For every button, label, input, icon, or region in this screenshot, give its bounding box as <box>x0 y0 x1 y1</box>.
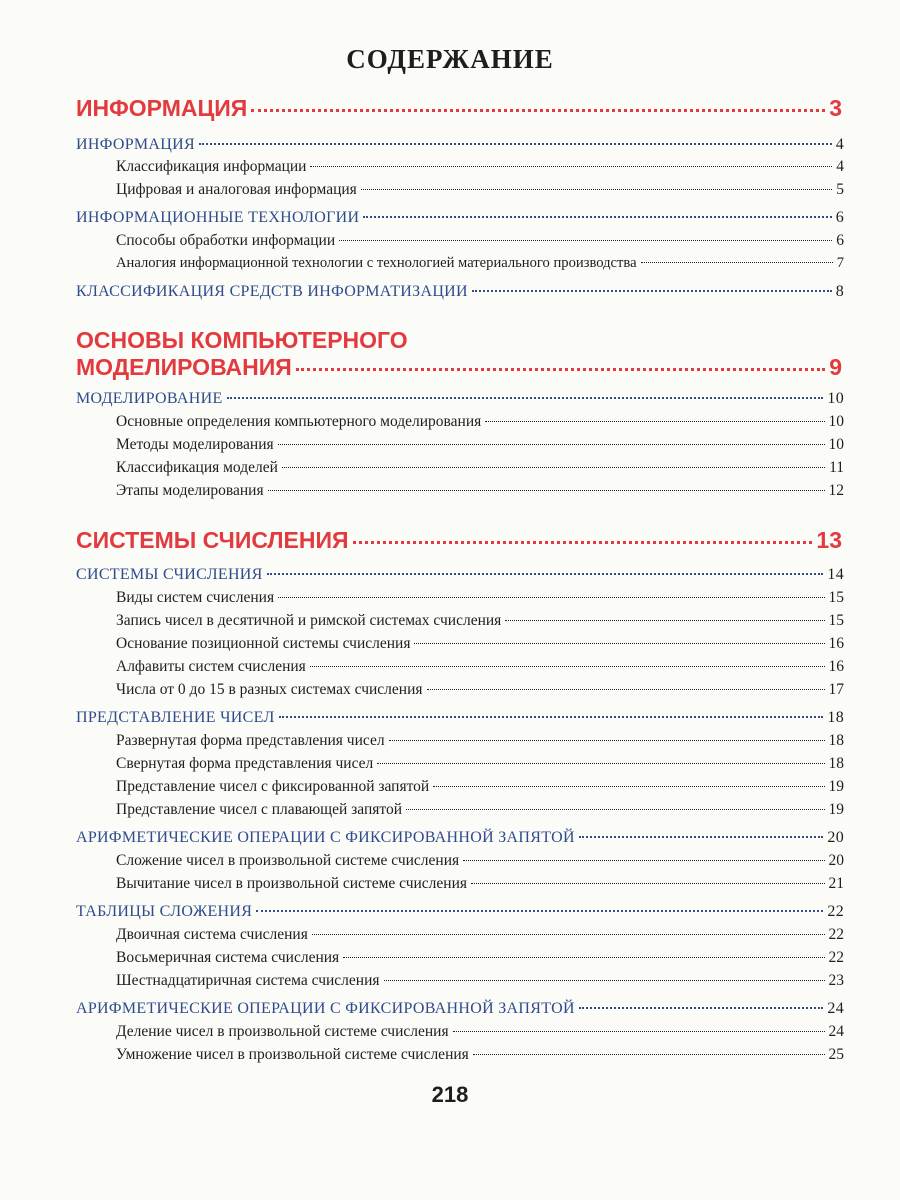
entry-page: 18 <box>828 732 844 749</box>
toc-section[interactable] <box>76 327 842 381</box>
dot-leader <box>268 490 825 491</box>
dot-leader <box>471 883 824 884</box>
dot-leader <box>453 1031 825 1032</box>
dot-leader <box>641 262 833 263</box>
entry-page: 14 <box>827 566 844 583</box>
entry-page: 25 <box>828 1046 844 1063</box>
entry-title: Классификация моделей <box>116 459 278 476</box>
entry-page: 12 <box>828 482 844 499</box>
entry-page: 7 <box>836 255 844 271</box>
toc-item[interactable] <box>116 658 844 676</box>
toc-item[interactable] <box>116 972 844 990</box>
entry-page: 15 <box>828 612 844 629</box>
dot-leader <box>353 541 813 544</box>
entry-page: 23 <box>828 972 844 989</box>
entry-page: 24 <box>827 1000 844 1017</box>
entry-title: Методы моделирования <box>116 436 274 453</box>
entry-page: 19 <box>828 778 844 795</box>
entry-title: ПРЕДСТАВЛЕНИЕ ЧИСЕЛ <box>76 709 275 726</box>
entry-title: ИНФОРМАЦИОННЫЕ ТЕХНОЛОГИИ <box>76 209 360 226</box>
toc-item[interactable] <box>116 755 844 773</box>
entry-title: Основание позиционной системы счисления <box>116 635 411 652</box>
entry-page: 11 <box>829 459 844 476</box>
toc-item[interactable] <box>116 949 844 967</box>
entry-title: Развернутая форма представления чисел <box>116 732 385 749</box>
section-title-line2: МОДЕЛИРОВАНИЯ <box>76 354 292 380</box>
entry-page: 15 <box>828 589 844 606</box>
entry-title: Аналогия информационной технологии с технологией материального производства <box>116 255 637 271</box>
toc-item[interactable] <box>116 589 844 607</box>
dot-leader <box>278 444 825 445</box>
dot-leader <box>579 836 824 838</box>
entry-title: Сложение чисел в произвольной системе счисления <box>116 852 460 869</box>
entry-title: ИНФОРМАЦИЯ <box>76 136 195 153</box>
entry-title: АРИФМЕТИЧЕСКИЕ ОПЕРАЦИИ С ФИКСИРОВАННОЙ ЗАПЯТОЙ <box>76 829 575 846</box>
entry-title: Этапы моделирования <box>116 482 264 499</box>
entry-title: Числа от 0 до 15 в разных системах счисления <box>116 681 423 698</box>
dot-leader <box>377 763 824 764</box>
toc-item[interactable] <box>116 255 844 272</box>
entry-page: 17 <box>828 681 844 698</box>
dot-leader <box>505 620 824 621</box>
dot-leader <box>267 573 824 575</box>
entry-title: КЛАССИФИКАЦИЯ СРЕДСТВ ИНФОРМАТИЗАЦИИ <box>76 283 468 300</box>
page-number: 218 <box>431 1082 469 1107</box>
entry-page: 19 <box>828 801 844 818</box>
dot-leader <box>363 216 831 218</box>
entry-page: 20 <box>828 852 844 869</box>
toc-subsection[interactable] <box>76 1000 844 1018</box>
entry-title: ТАБЛИЦЫ СЛОЖЕНИЯ <box>76 903 253 920</box>
section-page: 3 <box>829 95 842 121</box>
entry-title: Запись чисел в десятичной и римской системах счисления <box>116 612 502 629</box>
toc-item[interactable] <box>116 436 844 454</box>
entry-title: Восьмеричная система счисления <box>116 949 340 966</box>
dot-leader <box>339 240 832 241</box>
dot-leader <box>389 740 825 741</box>
entry-page: 24 <box>828 1023 844 1040</box>
dot-leader <box>473 1054 825 1055</box>
toc-item[interactable] <box>116 482 844 500</box>
entry-title: АРИФМЕТИЧЕСКИЕ ОПЕРАЦИИ С ФИКСИРОВАННОЙ ЗАПЯТОЙ <box>76 1000 575 1017</box>
dot-leader <box>279 716 824 718</box>
entry-title: Основные определения компьютерного моделирования <box>116 413 482 430</box>
toc-item[interactable] <box>116 232 844 250</box>
entry-title: Умножение чисел в произвольной системе счисления <box>116 1046 469 1063</box>
toc-item[interactable] <box>116 801 844 819</box>
toc-subsection[interactable] <box>76 209 844 227</box>
entry-page: 16 <box>828 635 844 652</box>
toc-item[interactable] <box>116 1046 844 1064</box>
entry-page: 21 <box>828 875 844 892</box>
entry-title: Свернутая форма представления чисел <box>116 755 374 772</box>
entry-title: СИСТЕМЫ СЧИСЛЕНИЯ <box>76 566 263 583</box>
entry-page: 18 <box>828 755 844 772</box>
dot-leader <box>427 689 825 690</box>
section-title: СИСТЕМЫ СЧИСЛЕНИЯ <box>76 527 349 553</box>
toc-item[interactable] <box>116 926 844 944</box>
dot-leader <box>199 143 832 145</box>
page-title: СОДЕРЖАНИЕ <box>346 44 554 74</box>
toc-item[interactable] <box>116 852 844 870</box>
entry-title: Двоичная система счисления <box>116 926 308 943</box>
section-title-line1: ОСНОВЫ КОМПЬЮТЕРНОГО <box>76 327 408 353</box>
toc-section[interactable] <box>76 527 842 554</box>
entry-page: 10 <box>827 390 844 407</box>
dot-leader <box>312 934 825 935</box>
entry-page: 20 <box>827 829 844 846</box>
entry-page: 10 <box>828 413 844 430</box>
entry-title: Виды систем счисления <box>116 589 275 606</box>
entry-page: 6 <box>835 209 844 226</box>
dot-leader <box>282 467 825 468</box>
dot-leader <box>310 666 825 667</box>
entry-page: 22 <box>828 949 844 966</box>
toc-section[interactable] <box>76 95 842 122</box>
entry-page: 16 <box>828 658 844 675</box>
entry-page: 10 <box>828 436 844 453</box>
toc-item[interactable] <box>116 459 844 477</box>
entry-title: Деление чисел в произвольной системе счисления <box>116 1023 449 1040</box>
dot-leader <box>251 109 825 112</box>
dot-leader <box>579 1007 824 1009</box>
dot-leader <box>433 786 824 787</box>
toc-item[interactable] <box>116 158 844 176</box>
toc-subsection[interactable] <box>76 709 844 727</box>
entry-page: 22 <box>828 926 844 943</box>
entry-page: 18 <box>827 709 844 726</box>
dot-leader <box>463 860 824 861</box>
entry-page: 4 <box>835 136 844 153</box>
toc-subsection[interactable] <box>76 829 844 847</box>
toc-subsection[interactable] <box>76 390 844 408</box>
entry-title: Алфавиты систем счисления <box>116 658 306 675</box>
section-page: 9 <box>829 354 842 380</box>
entry-page: 5 <box>836 181 844 198</box>
toc-subsection[interactable] <box>76 903 844 921</box>
entry-page: 8 <box>835 283 844 300</box>
toc-item[interactable] <box>116 612 844 630</box>
toc-item[interactable] <box>116 681 844 699</box>
entry-title: Шестнадцатиричная система счисления <box>116 972 380 989</box>
dot-leader <box>414 643 824 644</box>
toc-item[interactable] <box>116 778 844 796</box>
toc-item[interactable] <box>116 1023 844 1041</box>
entry-page: 22 <box>827 903 844 920</box>
entry-title: Вычитание чисел в произвольной системе счисления <box>116 875 468 892</box>
toc-subsection[interactable] <box>76 283 844 301</box>
toc-item[interactable] <box>116 732 844 750</box>
toc-subsection[interactable] <box>76 566 844 584</box>
dot-leader <box>227 397 824 399</box>
dot-leader <box>361 189 832 190</box>
toc-item[interactable] <box>116 181 844 199</box>
entry-title: МОДЕЛИРОВАНИЕ <box>76 390 223 407</box>
dot-leader <box>343 957 824 958</box>
entry-title: Представление чисел с фиксированной запятой <box>116 778 430 795</box>
entry-title: Цифровая и аналоговая информация <box>116 181 357 198</box>
dot-leader <box>256 910 823 912</box>
dot-leader <box>310 166 832 167</box>
dot-leader <box>485 421 824 422</box>
dot-leader <box>406 809 824 810</box>
entry-title: Способы обработки информации <box>116 232 336 249</box>
entry-page: 6 <box>836 232 844 249</box>
entry-title: Представление чисел с плавающей запятой <box>116 801 403 818</box>
toc-item[interactable] <box>116 635 844 653</box>
dot-leader <box>296 368 825 371</box>
entry-title: Классификация информации <box>116 158 307 175</box>
dot-leader <box>278 597 824 598</box>
toc-subsection[interactable] <box>76 136 844 154</box>
toc-item[interactable] <box>116 413 844 431</box>
section-page: 13 <box>816 527 842 553</box>
entry-page: 4 <box>836 158 844 175</box>
toc-item[interactable] <box>116 875 844 893</box>
dot-leader <box>384 980 825 981</box>
section-title: ИНФОРМАЦИЯ <box>76 95 248 121</box>
dot-leader <box>472 290 832 292</box>
